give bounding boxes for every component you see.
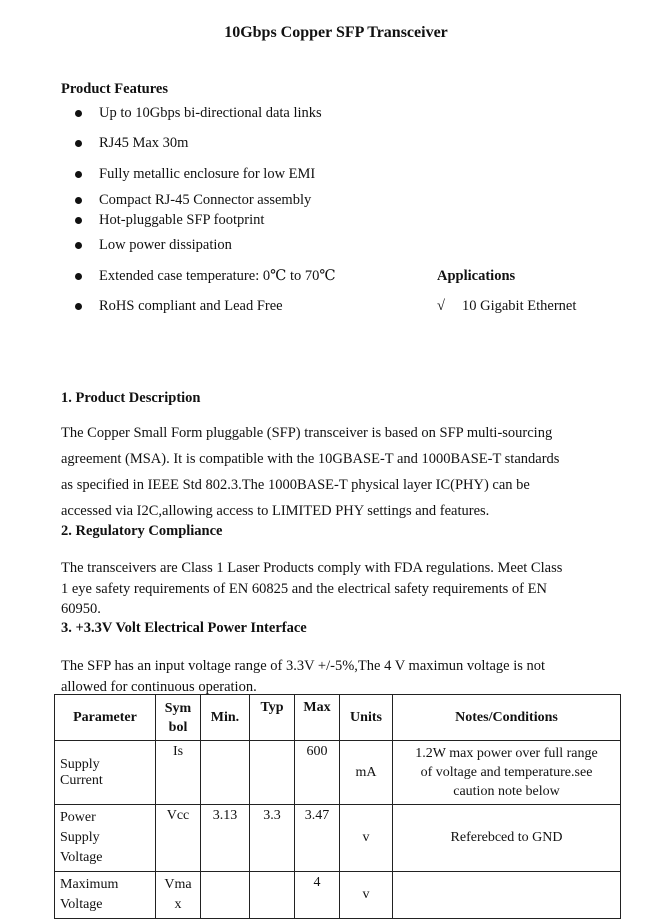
feature-item: Compact RJ-45 Connector assembly: [99, 192, 312, 208]
cell-symbol: Vcc: [156, 805, 201, 872]
feature-item: Extended case temperature: 0℃ to 70℃: [99, 268, 336, 284]
document-title: 10Gbps Copper SFP Transceiver: [224, 24, 448, 41]
cell-min: [201, 741, 250, 805]
table-row: [55, 741, 621, 805]
bullet-icon: [75, 197, 82, 204]
feature-item: Up to 10Gbps bi-directional data links: [99, 105, 322, 121]
cell-text: Supply: [60, 756, 100, 772]
bullet-icon: [75, 303, 82, 310]
cell-text: x: [174, 897, 182, 912]
bullet-icon: [75, 140, 82, 147]
feature-item: Low power dissipation: [99, 237, 232, 253]
cell-notes: Referebced to GND: [393, 805, 621, 872]
cell-max: 600: [295, 741, 340, 805]
paragraph-line: accessed via I2C,allowing access to LIMITED PHY settings and features.: [61, 503, 490, 519]
cell-parameter: [55, 872, 156, 919]
cell-parameter: [55, 741, 156, 805]
power-spec-table: [54, 694, 621, 919]
section-paragraph: [61, 420, 621, 524]
cell-max: 4: [295, 872, 340, 919]
section-heading: 2. Regulatory Compliance: [61, 523, 223, 539]
column-header-symbol: [156, 695, 201, 741]
feature-item: Hot-pluggable SFP footprint: [99, 212, 265, 228]
cell-typ: 3.3: [250, 805, 295, 872]
checkmark-icon: √: [437, 298, 445, 314]
table-row: [55, 805, 621, 872]
paragraph-line: as specified in IEEE Std 802.3.The 1000BASE-T physical layer IC(PHY) can be: [61, 477, 530, 493]
column-header-max: Max: [295, 695, 340, 741]
cell-units: mA: [340, 741, 393, 805]
bullet-icon: [75, 110, 82, 117]
section-paragraph: [61, 558, 621, 620]
paragraph-line: The SFP has an input voltage range of 3.3V +/-5%,The 4 V maximun voltage is not: [61, 658, 546, 674]
cell-text: of voltage and temperature.see: [420, 765, 593, 780]
section-heading: 3. +3.3V Volt Electrical Power Interface: [61, 620, 307, 636]
cell-notes: [393, 872, 621, 919]
bullet-icon: [75, 273, 82, 280]
cell-units: v: [340, 872, 393, 919]
feature-item: Fully metallic enclosure for low EMI: [99, 166, 316, 182]
column-header-min: Min.: [201, 695, 250, 741]
paragraph-line: 60950.: [61, 601, 101, 617]
feature-item: RoHS compliant and Lead Free: [99, 298, 283, 314]
paragraph-line: The Copper Small Form pluggable (SFP) transceiver is based on SFP multi-sourcing: [61, 425, 553, 441]
cell-typ: [250, 741, 295, 805]
paragraph-line: allowed for continuous operation.: [61, 678, 257, 695]
cell-text: Voltage: [60, 897, 103, 912]
cell-text: Vma: [164, 877, 192, 892]
cell-symbol: Is: [156, 741, 201, 805]
application-item: 10 Gigabit Ethernet: [462, 298, 577, 314]
cell-symbol: [156, 872, 201, 919]
cell-text: Voltage: [60, 850, 103, 865]
header-text: bol: [168, 719, 188, 735]
cell-typ: [250, 872, 295, 919]
table-header-row: [55, 695, 621, 741]
paragraph-line: 1 eye safety requirements of EN 60825 and the electrical safety requirements of EN: [61, 580, 547, 597]
cell-text: Power: [60, 810, 96, 825]
paragraph-line: The transceivers are Class 1 Laser Products comply with FDA regulations. Meet Class: [61, 560, 563, 576]
cell-units: v: [340, 805, 393, 872]
cell-max: 3.47: [295, 805, 340, 872]
cell-min: [201, 872, 250, 919]
header-text: Sym: [164, 700, 192, 716]
features-heading: Product Features: [61, 81, 168, 97]
cell-text: Maximum: [60, 877, 119, 892]
cell-text: Current: [60, 772, 103, 788]
cell-min: 3.13: [201, 805, 250, 872]
bullet-icon: [75, 242, 82, 249]
cell-text: caution note below: [453, 784, 560, 799]
section-heading: 1. Product Description: [61, 390, 201, 406]
column-header-parameter: Parameter: [55, 695, 156, 741]
bullet-icon: [75, 171, 82, 178]
bullet-icon: [75, 217, 82, 224]
applications-heading: Applications: [437, 268, 516, 284]
cell-text: Supply: [60, 830, 100, 845]
column-header-typ: Typ: [250, 695, 295, 741]
table-row: [55, 872, 621, 919]
feature-item: RJ45 Max 30m: [99, 135, 189, 151]
section-paragraph: [61, 656, 621, 697]
paragraph-line: agreement (MSA). It is compatible with the 10GBASE-T and 1000BASE-T standards: [61, 451, 560, 467]
column-header-notes: Notes/Conditions: [393, 695, 621, 741]
cell-parameter: [55, 805, 156, 872]
column-header-units: Units: [340, 695, 393, 741]
cell-notes: [393, 741, 621, 805]
cell-text: 1.2W max power over full range: [415, 746, 598, 761]
